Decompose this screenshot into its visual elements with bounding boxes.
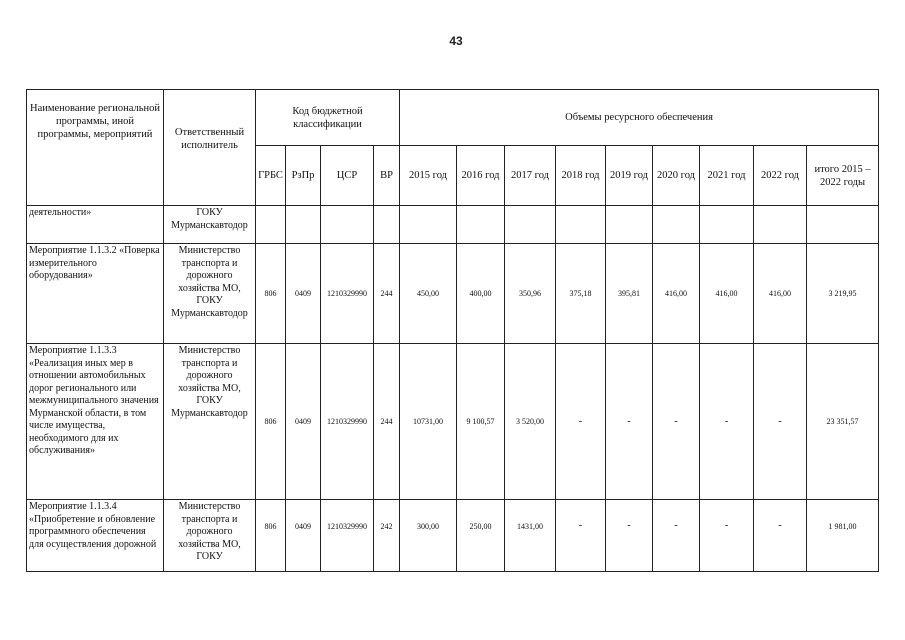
cell-vr: 244	[374, 244, 400, 344]
cell-2022: -	[754, 344, 807, 500]
header-volumes: Объемы ресурсного обеспечения	[400, 90, 879, 146]
cell-2015	[400, 206, 457, 244]
cell-2015: 300,00	[400, 500, 457, 572]
table-row	[27, 500, 879, 572]
row-executor: Министерство транспорта и дорожного хозяйства МО, ГОКУ Мурманскавтодор	[164, 344, 256, 500]
cell-2022	[754, 206, 807, 244]
cell-total: 3 219,95	[807, 244, 879, 344]
row-executor: Министерство транспорта и дорожного хозяйства МО, ГОКУ Мурманскавтодор	[164, 244, 256, 344]
cell-2016: 9 100,57	[457, 344, 505, 500]
cell-csr: 1210329990	[321, 344, 374, 500]
cell-2019: -	[606, 500, 653, 572]
cell-2019: 395,81	[606, 244, 653, 344]
cell-total: 1 981,00	[807, 500, 879, 572]
cell-rzpr	[286, 206, 321, 244]
cell-vr: 242	[374, 500, 400, 572]
cell-2018: -	[556, 344, 606, 500]
header-year-2017: 2017 год	[505, 146, 556, 206]
table-row	[27, 344, 879, 500]
row-executor: Министерство транспорта и дорожного хозяйства МО, ГОКУ	[164, 500, 256, 572]
cell-2021: 416,00	[700, 244, 754, 344]
cell-2018: -	[556, 500, 606, 572]
header-year-2022: 2022 год	[754, 146, 807, 206]
cell-2021: -	[700, 500, 754, 572]
cell-2019: -	[606, 344, 653, 500]
cell-total: 23 351,57	[807, 344, 879, 500]
row-name: деятельности»	[27, 206, 164, 244]
header-budget-code: Код бюджетной классификации	[256, 90, 400, 146]
resource-table	[26, 89, 879, 572]
table-row	[27, 244, 879, 344]
row-name: Мероприятие 1.1.3.2 «Поверка измерительного оборудования»	[27, 244, 164, 344]
row-name: Мероприятие 1.1.3.3 «Реализация иных мер в отношении автомобильных дорог регионального или межмуниципального значения Мурманской области, в том числе имущества, необходимого для их обслуживания»	[27, 344, 164, 500]
cell-2017: 1431,00	[505, 500, 556, 572]
cell-2019	[606, 206, 653, 244]
cell-2022: -	[754, 500, 807, 572]
row-name: Мероприятие 1.1.3.4 «Приобретение и обновление программного обеспечения для осуществления дорожной	[27, 500, 164, 572]
cell-grbs: 806	[256, 244, 286, 344]
header-executor: Ответственный исполнитель	[164, 90, 256, 206]
cell-rzpr: 0409	[286, 500, 321, 572]
cell-2020: -	[653, 500, 700, 572]
cell-rzpr: 0409	[286, 244, 321, 344]
header-year-2015: 2015 год	[400, 146, 457, 206]
header-year-2021: 2021 год	[700, 146, 754, 206]
cell-total	[807, 206, 879, 244]
cell-2017	[505, 206, 556, 244]
cell-grbs: 806	[256, 500, 286, 572]
cell-2022: 416,00	[754, 244, 807, 344]
cell-csr: 1210329990	[321, 244, 374, 344]
row-executor: ГОКУ Мурманскавтодор	[164, 206, 256, 244]
header-name: Наименование региональной программы, иной программы, мероприятий	[27, 90, 164, 206]
cell-2018	[556, 206, 606, 244]
cell-2021: -	[700, 344, 754, 500]
header-code-vr: ВР	[374, 146, 400, 206]
header-year-2020: 2020 год	[653, 146, 700, 206]
cell-2018: 375,18	[556, 244, 606, 344]
cell-2015: 450,00	[400, 244, 457, 344]
cell-grbs	[256, 206, 286, 244]
header-code-csr: ЦСР	[321, 146, 374, 206]
header-year-2016: 2016 год	[457, 146, 505, 206]
header-code-rzpr: РзПр	[286, 146, 321, 206]
cell-2017: 3 520,00	[505, 344, 556, 500]
cell-csr	[321, 206, 374, 244]
cell-2015: 10731,00	[400, 344, 457, 500]
cell-2016: 400,00	[457, 244, 505, 344]
cell-2020: 416,00	[653, 244, 700, 344]
cell-2017: 350,96	[505, 244, 556, 344]
cell-vr	[374, 206, 400, 244]
cell-csr: 1210329990	[321, 500, 374, 572]
page-number: 43	[449, 34, 463, 48]
cell-vr: 244	[374, 344, 400, 500]
cell-2020	[653, 206, 700, 244]
cell-2016: 250,00	[457, 500, 505, 572]
table-row	[27, 206, 879, 244]
header-year-2019: 2019 год	[606, 146, 653, 206]
cell-grbs: 806	[256, 344, 286, 500]
cell-2021	[700, 206, 754, 244]
header-total: итого 2015 – 2022 годы	[807, 146, 879, 206]
header-year-2018: 2018 год	[556, 146, 606, 206]
header-code-grbs: ГРБС	[256, 146, 286, 206]
cell-rzpr: 0409	[286, 344, 321, 500]
cell-2016	[457, 206, 505, 244]
cell-2020: -	[653, 344, 700, 500]
